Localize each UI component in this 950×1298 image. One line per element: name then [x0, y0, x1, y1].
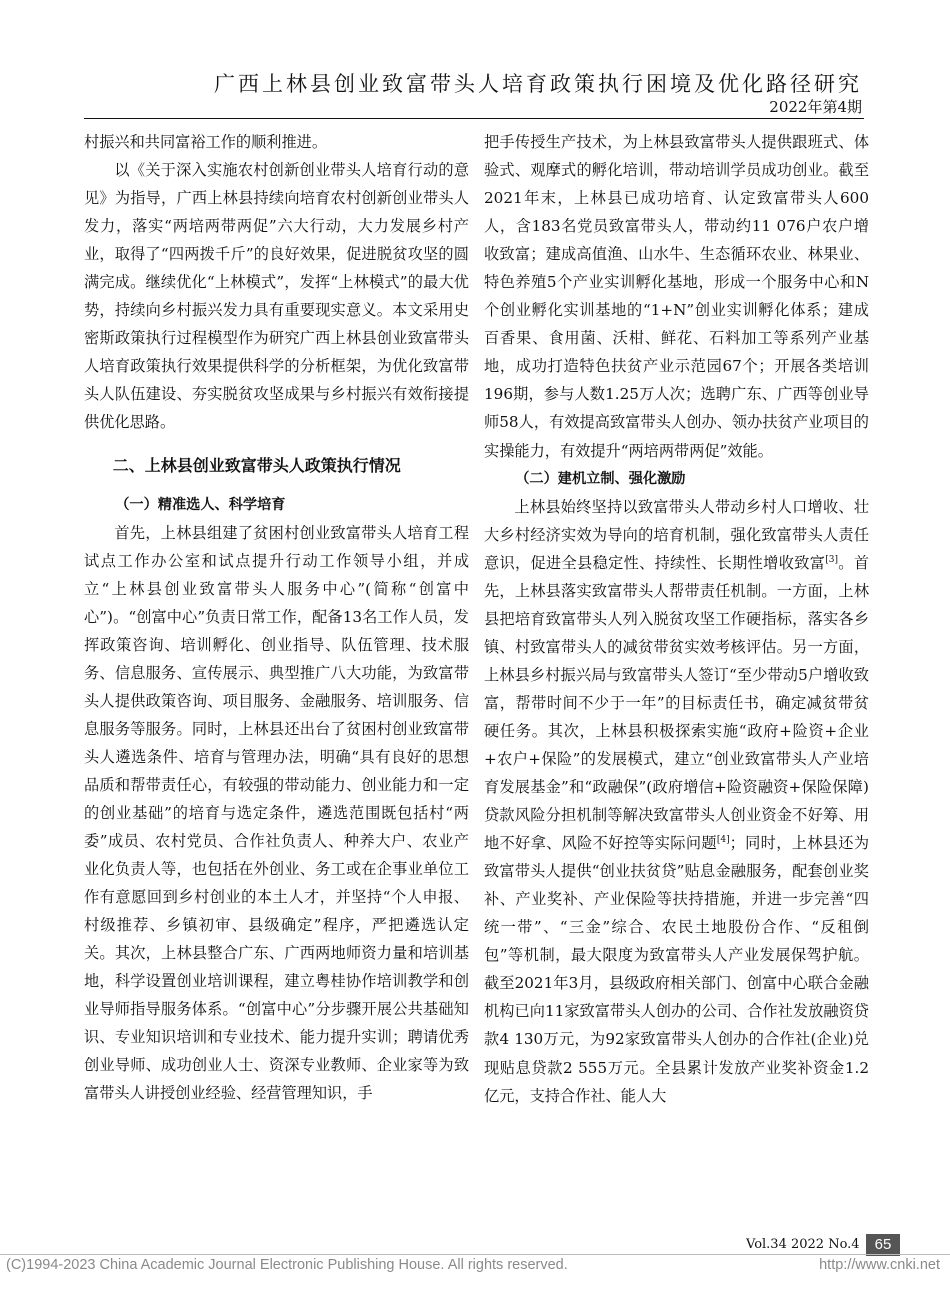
subsection-heading: （一）精准选人、科学培育 [115, 496, 286, 513]
paragraph [484, 493, 869, 1110]
text-span: 上林县始终坚持以致富带头人带动乡村人口增收、壮大乡村经济实效为导向的培育机制，强化致富带头人责任意识，促进全县稳定性、持续性、长期性增收致富 [484, 497, 869, 572]
copyright-notice: (C)1994-2023 China Academic Journal Electronic Publishing House. All rights reserved. [6, 1257, 568, 1273]
website-link[interactable]: http://www.cnki.net [819, 1257, 940, 1273]
subsection-heading: （二）建机立制、强化激励 [515, 470, 686, 487]
text-span: ；同时，上林县还为致富带头人提供“创业扶贫贷”贴息金融服务，配套创业奖补、产业奖补、产业保险等扶持措施，并进一步完善“四统一带”、“三金”综合、农民土地股份合作、“反租倒包”等机制，最大限度为致富带头人产业发展保驾护航。截至2021年3月，县级政府相关部门、创富中心联合金融机构已向11家致富带头人创办的公司、合作社发放融资贷款4 130万元，为92家致富带头人创办的合作社(企业)兑现贴息贷款2 555万元。全县累计发放产业奖补资金1.2亿元，支持合作社、能人大 [484, 834, 870, 1105]
right-column [484, 128, 869, 1110]
citation-ref[interactable]: [3] [825, 554, 838, 565]
paragraph: 村振兴和共同富裕工作的顺利推进。 [84, 133, 327, 151]
paragraph: 把手传授生产技术，为上林县致富带头人提供跟班式、体验式、观摩式的孵化培训，带动培训学员成功创业。截至2021年末，上林县已成功培育、认定致富带头人600人，含183名党员致富带头人，带动约11 076户农户增收致富；建成高值渔、山水牛、生态循环农业、林果业、特色养殖5个产业实训孵化基地，形成一个服务中心和N个创业孵化实训基地的“1+N”创业实训孵化体系；建成百香果、食用菌、沃柑、鲜花、石料加工等系列产业基地，成功打造特色扶贫产业示范园67个；开展各类培训196期，参与人数1.25万人次；选聘广东、广西等创业导师58人，有效提高致富带头人创办、领办扶贫产业项目的实操能力，有效提升“两培两带两促”效能。 [484, 133, 869, 460]
paragraph: 以《关于深入实施农村创新创业带头人培育行动的意见》为指导，广西上林县持续向培育农村创新创业带头人发力，落实“两培两带两促”六大行动，大力发展乡村产业，取得了“四两拨千斤”的良好效果，促进脱贫攻坚的圆满完成。继续优化“上林模式”，发挥“上林模式”的最大优势，持续向乡村振兴发力具有重要现实意义。本文采用史密斯政策执行过程模型作为研究广西上林县创业致富带头人培育政策执行效果提供科学的分析框架，为优化致富带头人队伍建设、夯实脱贫攻坚成果与乡村振兴有效衔接提供优化思路。 [84, 161, 469, 432]
volume-info: Vol.34 2022 No.4 [746, 1237, 860, 1252]
paragraph: 首先，上林县组建了贫困村创业致富带头人培育工程试点工作办公室和试点提升行动工作领导小组，并成立“上林县创业致富带头人服务中心”(简称“创富中心”)。“创富中心”负责日常工作，配备13名工作人员，发挥政策咨询、培训孵化、创业指导、队伍管理、技术服务、信息服务、宣传展示、典型推广八大功能，为致富带头人提供政策咨询、项目服务、金融服务、培训服务、信息服务等服务。同时，上林县还出台了贫困村创业致富带头人遴选条件、培育与管理办法，明确“具有良好的思想品质和帮带责任心，有较强的带动能力、创业能力和一定的创业基础”的培育与选定条件，遴选范围既包括村“两委”成员、农村党员、合作社负责人、种养大户、农业产业化负责人等，也包括在外创业、务工或在企事业单位工作有意愿回到乡村创业的本土人才，并坚持“个人申报、村级推荐、乡镇初审、县级确定”程序，严把遴选认定关。其次，上林县整合广东、广西两地师资力量和培训基地，科学设置创业培训课程，建立粤桂协作培训教学和创业导师指导服务体系。“创富中心”分步骤开展公共基础知识、专业知识培训和专业技术、能力提升实训；聘请优秀创业导师、成功创业人士、资深专业教师、企业家等为致富带头人讲授创业经验、经营管理知识，手 [84, 523, 469, 1103]
section-heading: 二、上林县创业致富带头人政策执行情况 [112, 455, 401, 475]
issue-label: 2022年第4期 [769, 98, 862, 116]
running-title: 广西上林县创业致富带头人培育政策执行困境及优化路径研究 [214, 72, 862, 96]
text-span: 。首先，上林县落实致富带头人帮带责任机制。一方面，上林县把培育致富带头人列入脱贫攻坚工作硬指标，落实各乡镇、村致富带头人的减贫带贫实效考核评估。另一方面，上林县乡村振兴局与致富带头人签订“至少带动5户增收致富，帮带时间不少于一年”的目标责任书，确定减贫带贫硬任务。其次，上林县积极探索实施“政府+险资+企业+农户+保险”的发展模式，建立“创业致富带头人产业培育发展基金”和“政融保”(政府增信+险资融资+保险保障)贷款风险分担机制等解决致富带头人创业资金不好筹、用地不好拿、风险不好控等实际问题 [484, 553, 870, 853]
citation-ref[interactable]: [4] [716, 835, 730, 846]
page-number: 65 [866, 1234, 900, 1256]
left-column [84, 128, 469, 1108]
header-rule [84, 118, 864, 119]
footer-rule [0, 1254, 950, 1255]
